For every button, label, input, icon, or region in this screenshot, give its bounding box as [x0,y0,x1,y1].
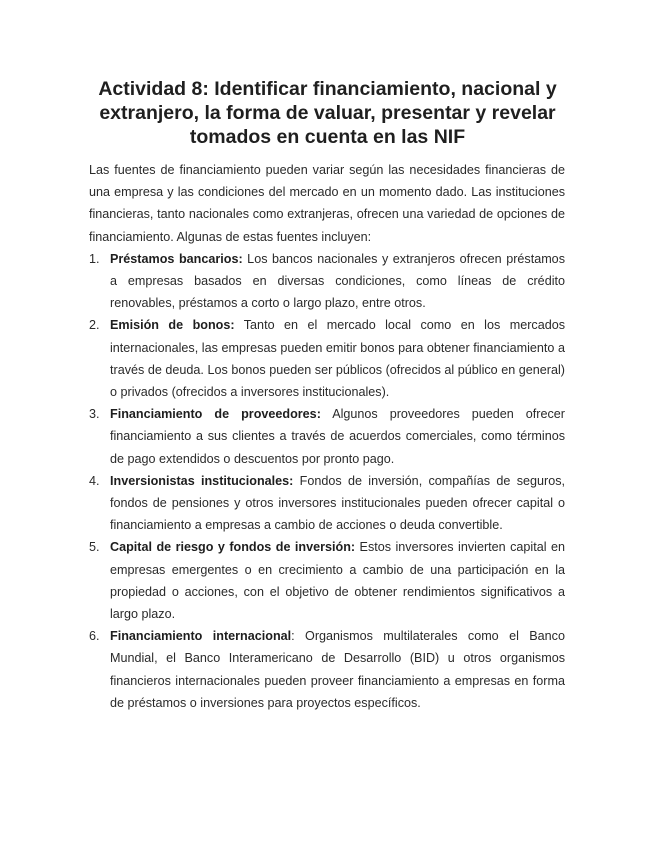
list-item [89,403,565,470]
list-item-term: Capital de riesgo y fondos de inversión: [110,540,356,555]
list-item-text: Estos inversores invierten capital en empresas emergentes o en crecimiento a cambio de una participación en la propiedad o acciones, con el objetivo de obtener rendimientos significativos a largo plazo. [110,540,565,622]
list-item-number: 5. [89,540,100,555]
list-item-text: : Organismos multilaterales como el Banco Mundial, el Banco Interamericano de Desarrollo (BID) u otros organismos financieros internacionales pueden proveer financiamiento a empresas en forma de préstamos o inversiones para proyectos específicos. [110,629,565,710]
list-item [89,625,565,714]
list-item-term: Préstamos bancarios: [110,251,243,266]
list-item-number: 2. [89,318,100,333]
list-item-term: Financiamiento de proveedores: [110,407,321,422]
list-item-number: 4. [89,473,100,488]
document-title: Actividad 8: Identificar financiamiento, nacional y extranjero, la forma de valuar, presentar y revelar tomados en cuenta en las NIF [98,78,557,148]
list-item-number: 3. [89,407,100,422]
list-item-number: 1. [89,251,100,266]
list-item-term: Inversionistas institucionales: [110,473,294,488]
list-item [89,314,565,403]
list-item-text: Tanto en el mercado local como en los mercados internacionales, las empresas pueden emitir bonos para obtener financiamiento a través de deuda. Los bonos pueden ser públicos (ofrecidos al público en general) o privados (ofrecidos a inversores institucionales). [110,318,565,400]
list-item-text: Algunos proveedores pueden ofrecer financiamiento a sus clientes a través de acuerdos comerciales, como términos de pago extendidos o descuentos por pronto pago. [110,407,565,466]
financing-sources-list [89,248,565,714]
document-body [89,159,565,714]
list-item-term: Financiamiento internacional [110,629,292,644]
list-item-text: Fondos de inversión, compañías de seguros, fondos de pensiones y otros inversores institucionales pueden ofrecer capital o financiamiento a empresas a cambio de acciones o deuda convertible. [110,473,566,533]
list-item [89,248,565,315]
list-item [89,536,565,625]
list-item-text: Los bancos nacionales y extranjeros ofrecen préstamos a empresas basados en diversas condiciones, como líneas de crédito renovables, préstamos a corto o largo plazo, entre otros. [110,251,565,311]
list-item-number: 6. [89,629,100,644]
intro-paragraph: Las fuentes de financiamiento pueden variar según las necesidades financieras de una empresa y las condiciones del mercado en un momento dado. Las instituciones financieras, tanto nacionales como extranjeras, ofrecen una variedad de opciones de financiamiento. Algunas de estas fuentes incluyen: [89,163,565,244]
list-item-term: Emisión de bonos: [110,318,235,333]
list-item [89,470,565,537]
